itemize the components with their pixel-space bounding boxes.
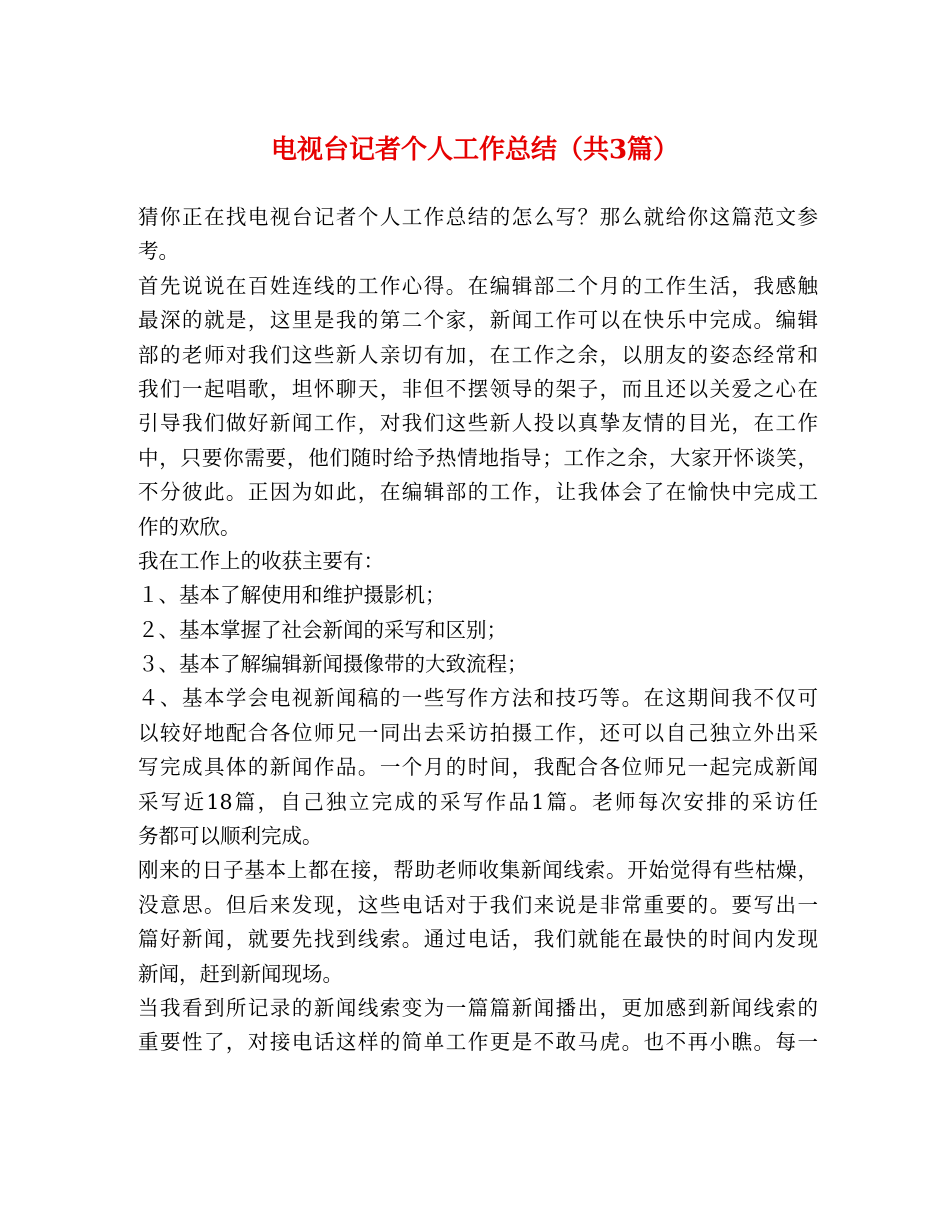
- text-line: 采写近18篇，自己独立完成的采写作品1篇。老师每次安排的采访任: [138, 789, 818, 814]
- text-line: 写完成具体的新闻作品。一个月的时间，我配合各位师兄一起完成新闻: [138, 755, 818, 780]
- document-title: 电视台记者个人工作总结（共3篇）: [270, 135, 680, 165]
- text-line: 猜你正在找电视台记者个人工作总结的怎么写？那么就给你这篇范文参: [138, 205, 818, 229]
- text-line: 部的老师对我们这些新人亲切有加，在工作之余，以朋友的姿态经常和: [138, 342, 818, 367]
- list-item: ３、基本了解编辑新闻摄像带的大致流程；: [138, 652, 528, 677]
- text-line: 我们一起唱歌，坦怀聊天，非但不摆领导的架子，而且还以关爱之心在: [138, 376, 818, 401]
- text-line: 当我看到所记录的新闻线索变为一篇篇新闻播出，更加感到新闻线索的: [138, 995, 818, 1020]
- list-item: １、基本了解使用和维护摄影机；: [138, 583, 446, 608]
- text-line: 我在工作上的收获主要有：: [138, 548, 384, 573]
- text-line: 首先说说在百姓连线的工作心得。在编辑部二个月的工作生活，我感触: [138, 273, 818, 298]
- document-body: [138, 200, 818, 1060]
- text-line: 考。: [138, 239, 179, 264]
- text-line: 篇好新闻，就要先找到线索。通过电话，我们就能在最快的时间内发现: [138, 927, 818, 952]
- text-line: 新闻，赶到新闻现场。: [138, 961, 343, 986]
- text-line: 刚来的日子基本上都在接，帮助老师收集新闻线索。开始觉得有些枯燥，: [138, 858, 818, 883]
- text-line: 作的欢欣。: [138, 514, 241, 539]
- text-line: 没意思。但后来发现，这些电话对于我们来说是非常重要的。要写出一: [138, 892, 818, 917]
- text-line: 以较好地配合各位师兄一同出去采访拍摄工作，还可以自己独立外出采: [138, 720, 818, 745]
- list-item: ４、基本学会电视新闻稿的一些写作方法和技巧等。在这期间我不仅可: [138, 686, 818, 711]
- text-line: 引导我们做好新闻工作，对我们这些新人投以真挚友情的目光，在工作: [138, 411, 818, 436]
- text-line: 最深的就是，这里是我的第二个家，新闻工作可以在快乐中完成。编辑: [138, 308, 818, 333]
- text-line: 务都可以顺利完成。: [138, 824, 323, 849]
- text-line: 重要性了，对接电话这样的简单工作更是不敢马虎。也不再小瞧。每一: [138, 1030, 818, 1055]
- text-line: 不分彼此。正因为如此，在编辑部的工作，让我体会了在愉快中完成工: [138, 480, 818, 505]
- text-line: 中，只要你需要，他们随时给予热情地指导；工作之余，大家开怀谈笑，: [138, 445, 818, 470]
- list-item: ２、基本掌握了社会新闻的采写和区别；: [138, 617, 507, 642]
